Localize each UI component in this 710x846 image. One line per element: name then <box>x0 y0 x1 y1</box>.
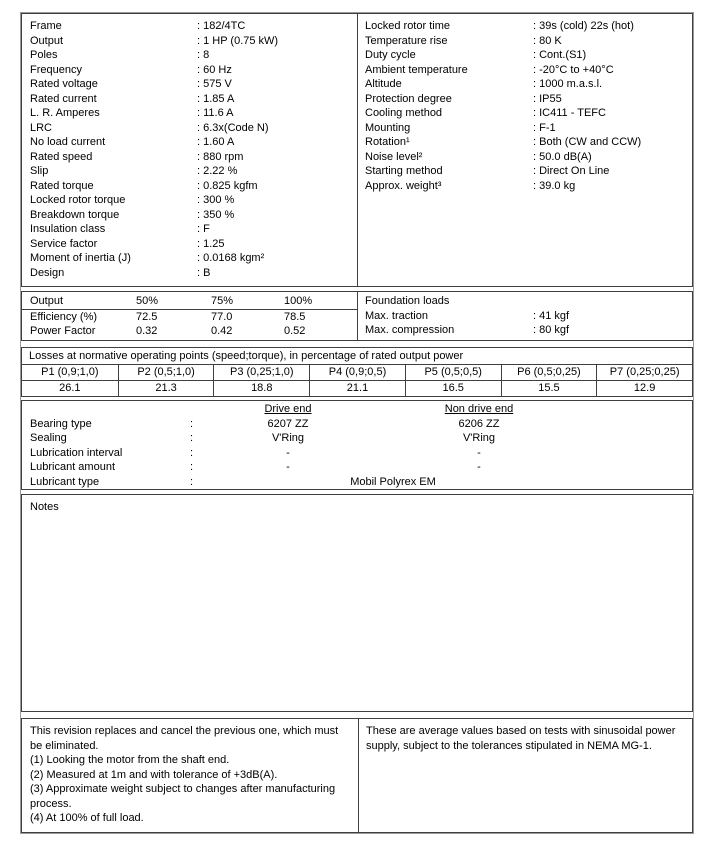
spec-value: : 182/4TC <box>197 20 246 32</box>
spec-value: : Direct On Line <box>533 165 610 177</box>
spec-label: Rated current <box>30 92 97 105</box>
spec-value: : F <box>197 223 210 235</box>
losses-point-value: 21.1 <box>309 381 405 396</box>
spec-label: Starting method <box>365 165 443 177</box>
spec-row <box>365 121 692 136</box>
spec-row <box>30 77 357 92</box>
lubricant-type-row <box>22 475 692 490</box>
spec-row <box>30 150 357 165</box>
spec-row <box>30 48 357 63</box>
bearing-drive-end-value: - <box>286 446 290 459</box>
spec-label: Mounting <box>365 121 411 134</box>
section-notes <box>21 494 693 712</box>
spec-row <box>30 251 357 266</box>
section-losses <box>21 347 693 397</box>
spec-label: Protection degree <box>365 92 452 105</box>
bearing-non-drive-end-value: 6206 ZZ <box>458 417 500 430</box>
spec-label: No load current <box>30 136 106 148</box>
spec-value: : 39.0 kg <box>533 179 576 192</box>
bearing-row-label: Bearing type <box>30 417 92 430</box>
spec-label: Locked rotor torque <box>30 194 126 206</box>
spec-label: Locked rotor time <box>365 20 450 32</box>
lubricant-type-colon: : <box>190 475 194 488</box>
spec-value: : 11.6 A <box>197 107 234 119</box>
spec-row <box>365 63 692 78</box>
spec-value: : 80 K <box>533 34 562 47</box>
losses-point-value: 12.9 <box>596 381 692 396</box>
bearing-rows <box>22 417 692 475</box>
spec-label: Ambient temperature <box>365 63 468 76</box>
power-factor-100: 0.52 <box>284 325 306 337</box>
spec-value: : Both (CW and CCW) <box>533 136 642 148</box>
spec-value: : 1.60 A <box>197 136 235 148</box>
losses-point-header: P6 (0,5;0,25) <box>501 365 597 380</box>
bearing-row-label: Lubricant amount <box>30 461 115 473</box>
spec-row <box>30 193 357 208</box>
bearing-drive-end-value: - <box>286 461 290 473</box>
spec-label: Duty cycle <box>365 49 416 61</box>
output-header-75: 75% <box>211 295 234 307</box>
spec-row <box>365 77 692 92</box>
spec-value: : 1.25 <box>197 237 225 250</box>
spec-label: Poles <box>30 49 58 61</box>
losses-header-row <box>22 365 692 381</box>
bearing-non-drive-end-value: V'Ring <box>462 432 496 444</box>
efficiency-50: 72.5 <box>136 310 158 323</box>
losses-point-value: 26.1 <box>59 382 81 394</box>
bearing-row-colon: : <box>190 446 194 459</box>
losses-point-header: P1 (0,9;1,0) <box>41 366 99 378</box>
spec-label: Frame <box>30 20 62 32</box>
losses-point-header: P3 (0,25;1,0) <box>213 365 309 380</box>
spec-row <box>30 92 357 107</box>
spec-row <box>365 106 692 121</box>
tolerance-notes <box>359 719 692 753</box>
bearing-row-label: Lubrication interval <box>30 446 123 459</box>
section-performance <box>21 291 693 341</box>
spec-row <box>365 19 692 34</box>
max-compression-row <box>365 323 692 338</box>
section-specifications <box>21 13 693 287</box>
spec-label: Frequency <box>30 63 82 76</box>
spec-label: Insulation class <box>30 223 106 235</box>
losses-point-value: 16.5 <box>405 381 501 396</box>
spec-value: : 60 Hz <box>197 63 232 76</box>
spec-value: : IP55 <box>533 92 562 105</box>
max-traction-value: : 41 kgf <box>533 309 570 322</box>
spec-value: : 39s (cold) 22s (hot) <box>533 20 634 32</box>
max-traction-label: Max. traction <box>365 309 428 322</box>
spec-label: Rated speed <box>30 150 93 163</box>
spec-row <box>365 164 692 179</box>
lubricant-type-value: Mobil Polyrex EM <box>350 475 436 488</box>
spec-label: Output <box>30 34 64 47</box>
bearing-row-colon: : <box>190 461 194 473</box>
specs-left-column <box>22 14 357 286</box>
efficiency-75: 77.0 <box>211 310 233 323</box>
bearing-header-row <box>22 402 692 417</box>
footer-text-line: (4) At 100% of full load. <box>30 812 144 824</box>
power-factor-row <box>22 324 357 339</box>
max-traction-row <box>365 309 692 324</box>
bearing-row-colon: : <box>190 417 194 430</box>
footer-text-line: This revision replaces and cancel the previous one, which must be eliminated. <box>30 725 339 752</box>
spec-row <box>365 34 692 49</box>
spec-label: Rated voltage <box>30 78 98 90</box>
spec-row <box>30 266 357 281</box>
spec-label: Design <box>30 266 65 279</box>
bearing-row <box>22 431 692 446</box>
notes-title: Notes <box>30 501 59 513</box>
losses-title: Losses at normative operating points (speed;torque), in percentage of rated output power <box>22 348 692 365</box>
spec-row <box>30 222 357 237</box>
spec-value: : Cont.(S1) <box>533 49 587 61</box>
footer-text-line: (1) Looking the motor from the shaft end. <box>30 754 230 766</box>
power-factor-50: 0.32 <box>136 325 158 337</box>
section-remarks <box>21 718 693 833</box>
spec-row <box>30 106 357 121</box>
drive-end-header: Drive end <box>264 403 312 415</box>
spec-value: : -20°C to +40°C <box>533 63 614 76</box>
spec-value: : 1 HP (0.75 kW) <box>197 34 279 47</box>
spec-row <box>30 179 357 194</box>
foundation-loads <box>357 292 692 340</box>
spec-value: : 1000 m.a.s.l. <box>533 78 603 90</box>
losses-point-value: 18.8 <box>213 381 309 396</box>
footer-text-line: These are average values based on tests with sinusoidal power supply, subject to the tolerances stipulated in NEMA MG-1. <box>366 725 676 752</box>
spec-row <box>365 150 692 165</box>
spec-label: Moment of inertia (J) <box>30 252 131 264</box>
losses-point-header: P2 (0,5;1,0) <box>118 365 214 380</box>
output-header-50: 50% <box>136 295 159 307</box>
remarks-right-cell <box>358 719 692 832</box>
spec-value: : F-1 <box>533 121 556 134</box>
spec-value: : 350 % <box>197 208 235 221</box>
spec-value: : 300 % <box>197 194 235 206</box>
losses-value-row <box>22 381 692 396</box>
bearing-drive-end-value: V'Ring <box>271 432 305 444</box>
max-compression-value: : 80 kgf <box>533 324 570 336</box>
motor-datasheet <box>20 12 694 834</box>
spec-value: : 0.0168 kgm² <box>197 252 265 264</box>
spec-label: LRC <box>30 121 53 134</box>
spec-row <box>365 48 692 63</box>
section-bearings <box>21 400 693 490</box>
bearing-row <box>22 417 692 432</box>
spec-row <box>365 135 692 150</box>
output-header-100: 100% <box>284 295 313 307</box>
footer-text-line: (2) Measured at 1m and with tolerance of +3dB(A). <box>30 768 278 781</box>
spec-label: Approx. weight³ <box>365 179 442 192</box>
bearing-drive-end-value: 6207 ZZ <box>267 417 309 430</box>
spec-label: Temperature rise <box>365 34 448 47</box>
output-header: Output <box>30 295 64 307</box>
spec-value: : 0.825 kgfm <box>197 179 258 192</box>
losses-point-value: 15.5 <box>501 381 597 396</box>
remarks-left-cell <box>22 719 358 832</box>
spec-label: Slip <box>30 165 49 177</box>
spec-label: Rated torque <box>30 179 94 192</box>
spec-label: Breakdown torque <box>30 208 120 221</box>
bearing-row-colon: : <box>190 432 194 444</box>
power-factor-label: Power Factor <box>30 325 96 337</box>
bearing-non-drive-end-value: - <box>477 446 481 459</box>
power-factor-75: 0.42 <box>211 325 233 337</box>
spec-row <box>365 179 692 194</box>
losses-point-header: P7 (0,25;0,25) <box>596 365 692 380</box>
bearing-row <box>22 446 692 461</box>
efficiency-label: Efficiency (%) <box>30 310 98 323</box>
spec-row <box>30 135 357 150</box>
spec-row <box>30 19 357 34</box>
bearing-row-label: Sealing <box>30 432 67 444</box>
spec-label: L. R. Amperes <box>30 107 100 119</box>
lubricant-type-label: Lubricant type <box>30 475 100 488</box>
efficiency-row <box>22 310 357 325</box>
spec-label: Service factor <box>30 237 98 250</box>
spec-value: : 1.85 A <box>197 92 235 105</box>
spec-value: : 575 V <box>197 78 232 90</box>
spec-row <box>30 63 357 78</box>
spec-row <box>30 208 357 223</box>
efficiency-100: 78.5 <box>284 310 306 323</box>
spec-value: : IC411 - TEFC <box>533 107 606 119</box>
spec-row <box>30 34 357 49</box>
output-table-header-row <box>22 294 357 310</box>
spec-row <box>365 92 692 107</box>
spec-value: : 2.22 % <box>197 165 238 177</box>
output-table <box>22 292 357 340</box>
spec-value: : 50.0 dB(A) <box>533 150 592 163</box>
spec-value: : 880 rpm <box>197 150 244 163</box>
specs-right-column <box>357 14 692 286</box>
footer-text-line: (3) Approximate weight subject to changes after manufacturing process. <box>30 783 336 810</box>
losses-point-value: 21.3 <box>118 381 214 396</box>
spec-row <box>30 121 357 136</box>
revision-notes <box>22 719 358 826</box>
spec-label: Noise level² <box>365 150 423 163</box>
losses-point-header: P4 (0,9;0,5) <box>309 365 405 380</box>
foundation-loads-title: Foundation loads <box>365 295 450 307</box>
spec-row <box>30 164 357 179</box>
non-drive-end-header: Non drive end <box>444 403 514 415</box>
spec-label: Altitude <box>365 78 402 90</box>
losses-point-header: P5 (0,5;0,5) <box>405 365 501 380</box>
spec-value: : 8 <box>197 49 210 61</box>
max-compression-label: Max. compression <box>365 324 455 336</box>
bearing-row <box>22 460 692 475</box>
spec-value: : 6.3x(Code N) <box>197 121 269 134</box>
spec-label: Rotation¹ <box>365 136 410 148</box>
spec-label: Cooling method <box>365 107 443 119</box>
spec-row <box>30 237 357 252</box>
bearing-non-drive-end-value: - <box>477 461 481 473</box>
spec-value: : B <box>197 266 211 279</box>
